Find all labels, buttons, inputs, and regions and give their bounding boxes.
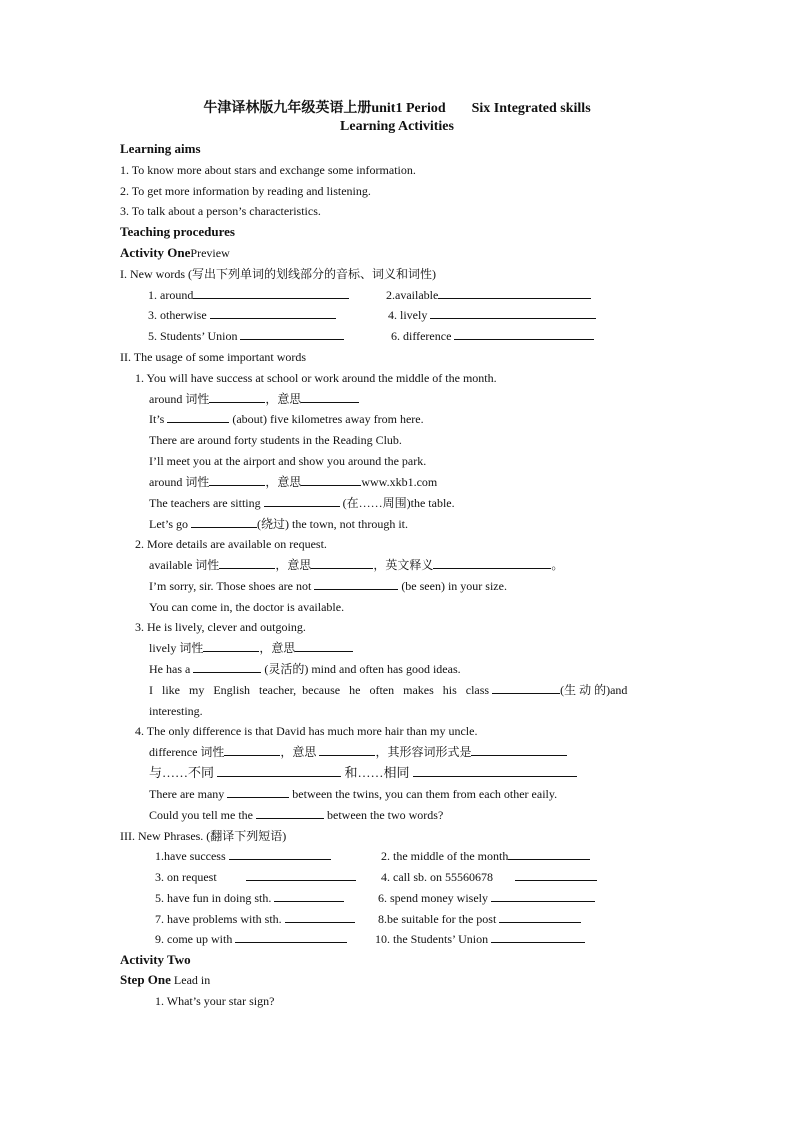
activity-one-sub: Preview [190,246,230,260]
phrase-label: 7. have problems with sth. [155,912,282,926]
phrases-heading: III. New Phrases. (翻译下列短语) [120,829,287,843]
blank-field[interactable] [246,869,356,881]
phrase-6 [378,890,595,906]
blank-field[interactable] [311,557,373,569]
new-word-2 [386,287,591,303]
could-row [149,807,443,823]
blank-field[interactable] [274,890,344,902]
sitting-row [149,495,455,511]
new-word-5 [148,328,344,344]
available-pos-row [149,557,563,573]
interesting-row: interesting. [149,704,203,718]
step-one-sub: Lead in [173,973,211,987]
usage-sentence-3: 3. He is lively, clever and outgoing. [135,620,306,634]
phrase-8 [378,911,581,927]
new-words-heading: I. New words (写出下列单词的划线部分的音标、词义和词性) [120,267,436,281]
usage-sentence-4: 4. The only difference is that David has much more hair than my uncle. [135,724,478,738]
blank-field[interactable] [301,391,359,403]
sentence-start: Could you tell me the [149,808,253,822]
pos-label: available 词性 [149,558,220,572]
sentence-end: between the twins, you can them from each other eaily. [292,787,558,801]
blank-field[interactable] [438,287,591,299]
phrase-3 [155,869,356,885]
word-label: 2.available [386,288,439,302]
meaning-label: ，意思 [275,558,312,572]
same-label: 和……相同 [344,765,410,780]
blank-field[interactable] [224,744,280,756]
document-title-line2: Learning Activities [340,119,454,134]
meaning-label: ，意思 [259,641,296,655]
sentence-end: (绕过) the town, not through it. [257,517,408,531]
airport-row: I’ll meet you at the airport and show you around the park. [149,454,427,468]
around-pos-row-2 [149,474,437,490]
phrase-label: 10. the Students’ Union [375,932,489,946]
blank-field[interactable] [209,391,265,403]
title-part-a: 牛津译林版九年级英语上册unit1 Period [203,101,446,116]
phrase-label: 8.be suitable for the post [378,912,497,926]
activity-two-heading: Activity Two [120,952,191,967]
blank-field[interactable] [193,287,349,299]
word-label: 4. lively [388,308,428,322]
blank-field[interactable] [217,765,341,777]
teaching-procedures-heading: Teaching procedures [120,224,235,239]
blank-field[interactable] [229,848,331,860]
usage-heading: II. The usage of some important words [120,350,307,364]
new-word-3 [148,307,336,323]
title-part-b: Six Integrated skills [471,101,591,116]
blank-field[interactable] [430,307,596,319]
phrase-2 [381,848,590,864]
sentence-start: I like my English teacher, because he often makes his class [149,683,490,697]
new-word-6 [391,328,594,344]
word-label: 6. difference [391,329,452,343]
phrase-1 [155,848,331,864]
its-row [149,411,424,427]
blank-field[interactable] [499,911,581,923]
meaning-label: ，意思 [265,475,302,489]
pos-label: around 词性 [149,392,210,406]
blank-field[interactable] [491,890,595,902]
blank-field[interactable] [167,411,229,423]
sentence-start: There are many [149,787,225,801]
aim-3: 3. To talk about a person’s characteristics. [120,204,321,218]
english-def-label: ，英文释义 [373,558,434,572]
sorry-row [149,578,507,594]
many-row [149,786,557,802]
blank-field[interactable] [191,516,257,528]
blank-field[interactable] [508,848,590,860]
around-pos-row [149,391,359,407]
learning-aims-heading: Learning aims [120,141,201,156]
sentence-start: He has a [149,662,191,676]
step-one-label: Step One [120,972,171,987]
phrase-9 [155,931,347,947]
phrase-7 [155,911,355,927]
pos-label: lively 词性 [149,641,204,655]
blank-field[interactable] [256,807,324,819]
comein-row: You can come in, the doctor is available. [149,600,345,614]
phrase-label: 3. on request [155,870,217,884]
word-label: 1. around [148,288,194,302]
phrase-label: 6. spend money wisely [378,891,488,905]
adj-label: ，其形容词形式是 [375,745,472,759]
blank-field[interactable] [319,744,375,756]
differ-label: 与……不同 [149,765,215,780]
watermark-text: www.xkb1.com [361,475,438,489]
blank-field[interactable] [433,557,551,569]
lively-pos-row [149,640,353,656]
sentence-end: between the two words? [327,808,444,822]
blank-field[interactable] [454,328,594,340]
activity-one-label: Activity One [120,245,191,260]
blank-field[interactable] [285,911,355,923]
letsgo-row [149,516,408,532]
meaning-label: ，意思 [280,745,317,759]
new-word-4 [388,307,596,323]
blank-field[interactable] [492,682,560,694]
aim-2: 2. To get more information by reading and listening. [120,184,371,198]
yu-he-row [149,765,577,781]
phrase-label: 4. call sb. on 55560678 [381,870,493,884]
usage-sentence-1: 1. You will have success at school or work around the middle of the month. [135,371,497,385]
pos-label: difference 词性 [149,745,225,759]
blank-field[interactable] [193,661,261,673]
blank-field[interactable] [235,931,347,943]
phrase-5 [155,890,344,906]
blank-field[interactable] [227,786,289,798]
question-1: 1. What’s your star sign? [155,994,275,1008]
like-row [149,682,627,698]
sentence-start: It’s [149,412,165,426]
activity-one-row [120,245,230,261]
blank-field[interactable] [295,640,353,652]
blank-field[interactable] [210,307,336,319]
document-title-line1 [0,97,794,117]
phrase-label: 5. have fun in doing sth. [155,891,272,905]
word-label: 5. Students’ Union [148,329,238,343]
word-label: 3. otherwise [148,308,207,322]
sentence-end: (about) five kilometres away from here. [232,412,424,426]
aim-1: 1. To know more about stars and exchange some information. [120,163,416,177]
end-mark: 。 [551,558,564,572]
pos-label: around 词性 [149,475,210,489]
blank-field[interactable] [203,640,259,652]
new-word-1 [148,287,349,303]
blank-field[interactable] [471,744,567,756]
phrase-4 [381,869,597,885]
sentence-end: (be seen) in your size. [401,579,507,593]
phrase-label: 9. come up with [155,932,233,946]
sentence-end: (在……周围)the table. [342,496,455,510]
blank-field[interactable] [264,495,340,507]
sentence-start: The teachers are sitting [149,496,261,510]
blank-field[interactable] [515,869,597,881]
blank-field[interactable] [209,474,265,486]
sentence-start: I’m sorry, sir. Those shoes are not [149,579,312,593]
sentence-start: Let’s go [149,517,188,531]
meaning-label: ，意思 [265,392,302,406]
usage-sentence-2: 2. More details are available on request. [135,537,327,551]
phrase-label: 2. the middle of the month [381,849,509,863]
phrase-10 [375,931,585,947]
blank-field[interactable] [301,474,361,486]
difference-pos-row [149,744,567,760]
phrase-label: 1.have success [155,849,226,863]
hehas-row [149,661,461,677]
blank-field[interactable] [413,765,577,777]
blank-field[interactable] [240,328,344,340]
forty-row: There are around forty students in the Reading Club. [149,433,402,447]
blank-field[interactable] [314,578,398,590]
step-one-row [120,972,210,988]
sentence-end: (生 动 的)and [560,683,628,697]
blank-field[interactable] [491,931,585,943]
sentence-end: (灵活的) mind and often has good ideas. [264,662,461,676]
blank-field[interactable] [219,557,275,569]
